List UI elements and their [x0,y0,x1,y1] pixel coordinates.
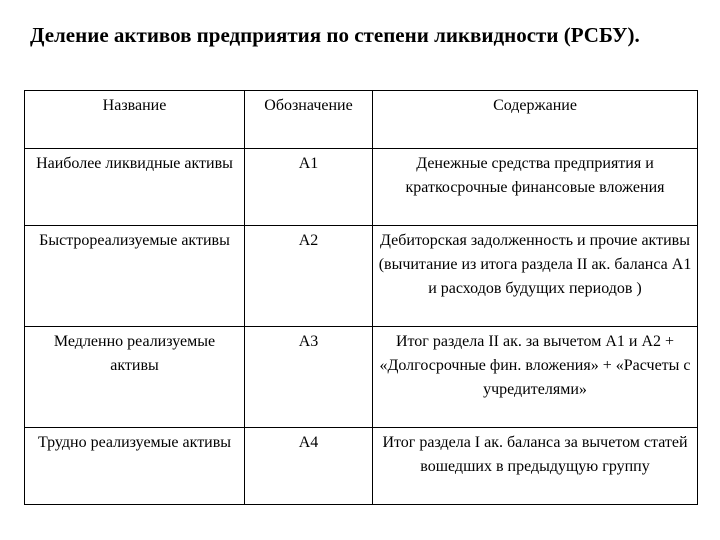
asset-code-cell: А2 [245,226,373,327]
asset-name-cell: Наиболее ликвидные активы [25,149,245,226]
asset-code-cell: А4 [245,428,373,505]
asset-name-cell: Быстрореализуемые активы [25,226,245,327]
slide-title: Деление активов предприятия по степени ликвидности (РСБУ). [30,23,640,47]
asset-code-cell: А1 [245,149,373,226]
asset-code-cell: А3 [245,327,373,428]
asset-name-cell: Трудно реализуемые активы [25,428,245,505]
asset-content-cell: Денежные средства предприятия и краткосрочные финансовые вложения [373,149,698,226]
table-row [25,327,698,428]
header-content: Содержание [373,91,698,149]
asset-name-cell: Медленно реализуемые активы [25,327,245,428]
liquidity-table [24,90,698,505]
asset-content-cell: Итог раздела I ак. баланса за вычетом статей вошедших в предыдущую группу [373,428,698,505]
table-header-row [25,91,698,149]
asset-content-cell: Дебиторская задолженность и прочие активы (вычитание из итога раздела II ак. баланса А1 и расходов будущих периодов ) [373,226,698,327]
asset-content-cell: Итог раздела II ак. за вычетом А1 и А2 + «Долгосрочные фин. вложения» + «Расчеты с учредителями» [373,327,698,428]
table-row [25,428,698,505]
header-code: Обозначение [245,91,373,149]
table-row [25,149,698,226]
header-name: Название [25,91,245,149]
table-row [25,226,698,327]
